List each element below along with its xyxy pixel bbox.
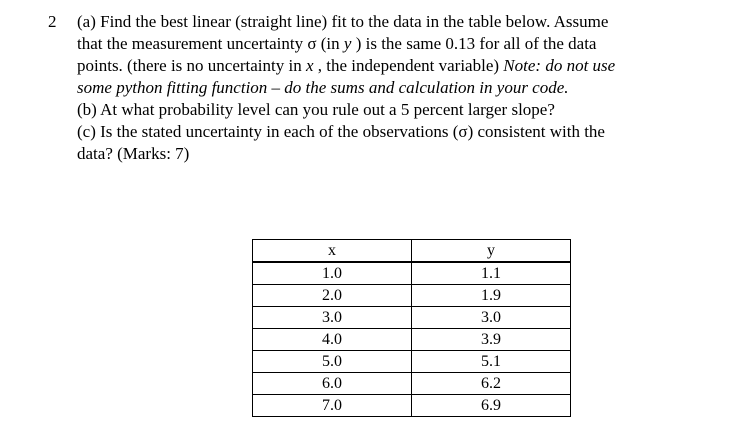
part-a-line-1: (a) Find the best linear (straight line) fit to the data in the table below. Assume — [77, 12, 609, 31]
table-row — [253, 285, 571, 307]
part-a-line-2-end: ) is the same 0.13 for all of the data — [351, 34, 597, 53]
cell-x: 7.0 — [253, 395, 412, 417]
note-line: some python fitting function – do the sums and calculation in your code. — [77, 78, 569, 97]
cell-x: 2.0 — [253, 285, 412, 307]
part-a-line-2 — [77, 33, 727, 55]
part-a-line-3-start: points. (there is no uncertainty in — [77, 56, 306, 75]
question-text — [77, 11, 727, 165]
variable-y: y — [343, 34, 352, 53]
part-c-line-2: data? (Marks: 7) — [77, 144, 190, 163]
part-a-line-2-start: that the measurement uncertainty σ (in — [77, 34, 344, 53]
cell-y: 3.0 — [412, 307, 571, 329]
cell-x: 4.0 — [253, 329, 412, 351]
table-row — [253, 351, 571, 373]
table-row — [253, 307, 571, 329]
cell-y: 5.1 — [412, 351, 571, 373]
cell-y: 3.9 — [412, 329, 571, 351]
table-row — [253, 395, 571, 417]
table-row — [253, 373, 571, 395]
cell-x: 3.0 — [253, 307, 412, 329]
cell-y: 6.2 — [412, 373, 571, 395]
note-start: Note: do not use — [503, 56, 616, 75]
part-b: (b) At what probability level can you rule out a 5 percent larger slope? — [77, 100, 555, 119]
variable-x: x — [305, 56, 314, 75]
cell-y: 1.1 — [412, 262, 571, 285]
cell-x: 1.0 — [253, 262, 412, 285]
cell-y: 1.9 — [412, 285, 571, 307]
header-y: y — [412, 240, 571, 263]
part-a-line-3-mid: , the independent variable) — [313, 56, 504, 75]
cell-x: 5.0 — [253, 351, 412, 373]
table-row — [253, 262, 571, 285]
table-header-row — [253, 240, 571, 263]
part-a-line-3 — [77, 55, 727, 77]
header-x: x — [253, 240, 412, 263]
data-table — [252, 239, 571, 417]
cell-x: 6.0 — [253, 373, 412, 395]
table-row — [253, 329, 571, 351]
cell-y: 6.9 — [412, 395, 571, 417]
data-table-container — [252, 239, 571, 417]
part-c-line-1: (c) Is the stated uncertainty in each of the observations (σ) consistent with the — [77, 122, 605, 141]
question-number: 2 — [48, 12, 57, 31]
